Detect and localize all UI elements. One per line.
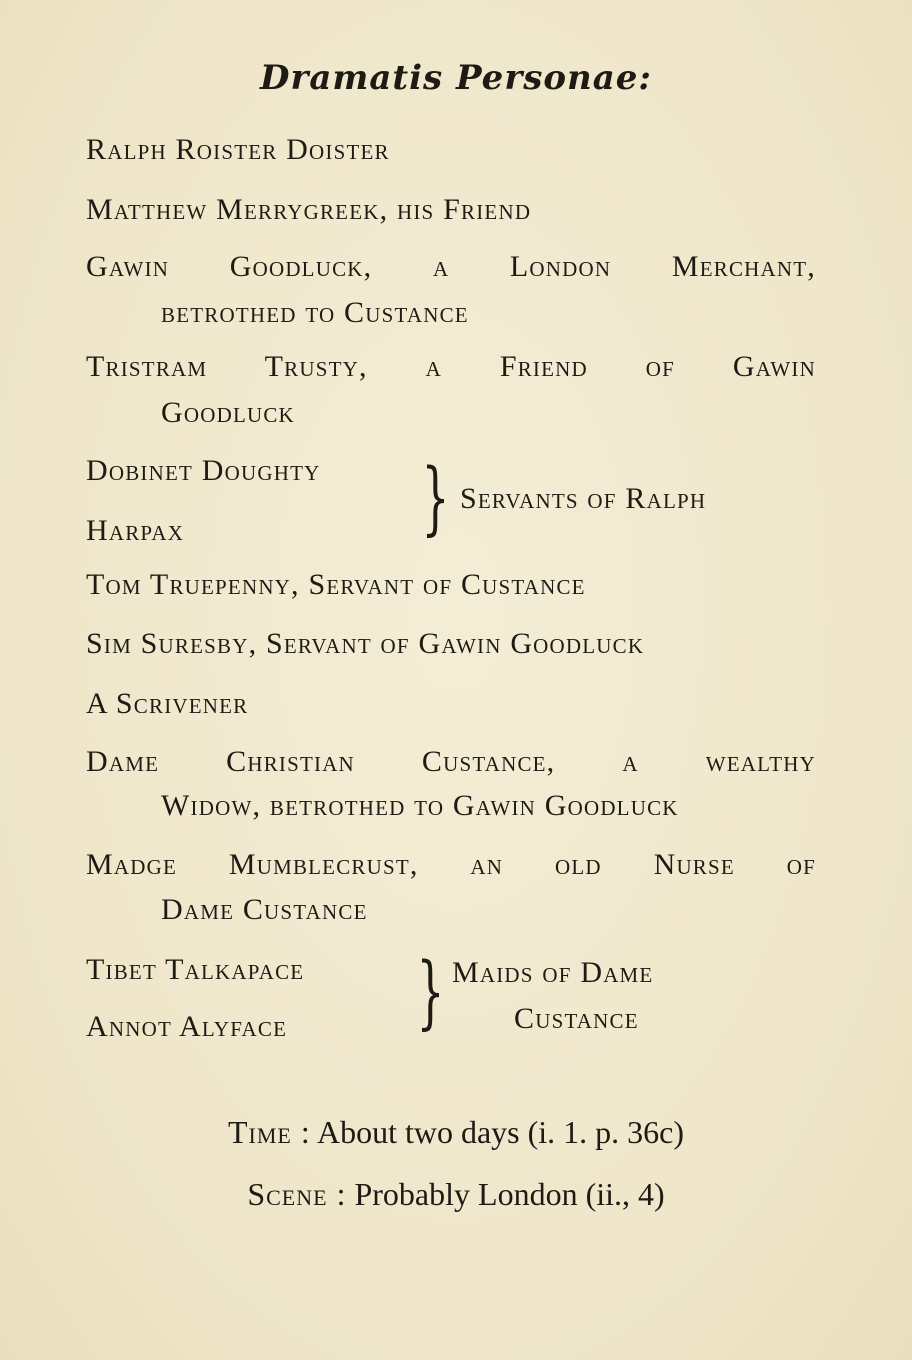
character-dame-christian-cont: Widow, betrothed to Gawin Goodluck	[161, 789, 679, 822]
brace-maids: }	[416, 945, 445, 1038]
group-label-maids: Maids of Dame	[452, 956, 654, 989]
character-dobinet: Dobinet Doughty	[86, 454, 321, 487]
scene-line	[0, 1176, 912, 1213]
group-label-maids-cont: Custance	[514, 1002, 639, 1035]
character-dame-christian: Dame Christian Custance, a wealthy	[86, 745, 816, 778]
character-harpax: Harpax	[86, 514, 185, 547]
character-madge: Madge Mumblecrust, an old Nurse of	[86, 848, 816, 881]
time-label: Time :	[227, 1114, 311, 1150]
character-sim: Sim Suresby, Servant of Gawin Goodluck	[86, 627, 645, 660]
character-tristram: Tristram Trusty, a Friend of Gawin	[86, 350, 816, 383]
character-madge-cont: Dame Custance	[161, 893, 368, 926]
character-ralph: Ralph Roister Doister	[86, 133, 390, 166]
character-tibet: Tibet Talkapace	[86, 953, 305, 986]
character-annot: Annot Alyface	[86, 1010, 288, 1043]
character-scrivener: A Scrivener	[86, 687, 249, 720]
character-tristram-cont: Goodluck	[161, 396, 295, 429]
character-gawin: Gawin Goodluck, a London Merchant,	[86, 250, 816, 283]
character-matthew: Matthew Merrygreek, his Friend	[86, 193, 532, 226]
character-tom: Tom Truepenny, Servant of Custance	[86, 568, 586, 601]
page-title: Dramatis Personae:	[260, 58, 652, 98]
scene-value: Probably London (ii., 4)	[354, 1176, 665, 1212]
group-label-servants: Servants of Ralph	[460, 482, 707, 515]
scene-label: Scene :	[247, 1176, 347, 1212]
time-line	[0, 1114, 912, 1151]
time-value: About two days (i. 1. p. 36c)	[316, 1114, 685, 1150]
character-gawin-cont: betrothed to Custance	[161, 296, 469, 329]
brace-servants: }	[421, 451, 450, 544]
